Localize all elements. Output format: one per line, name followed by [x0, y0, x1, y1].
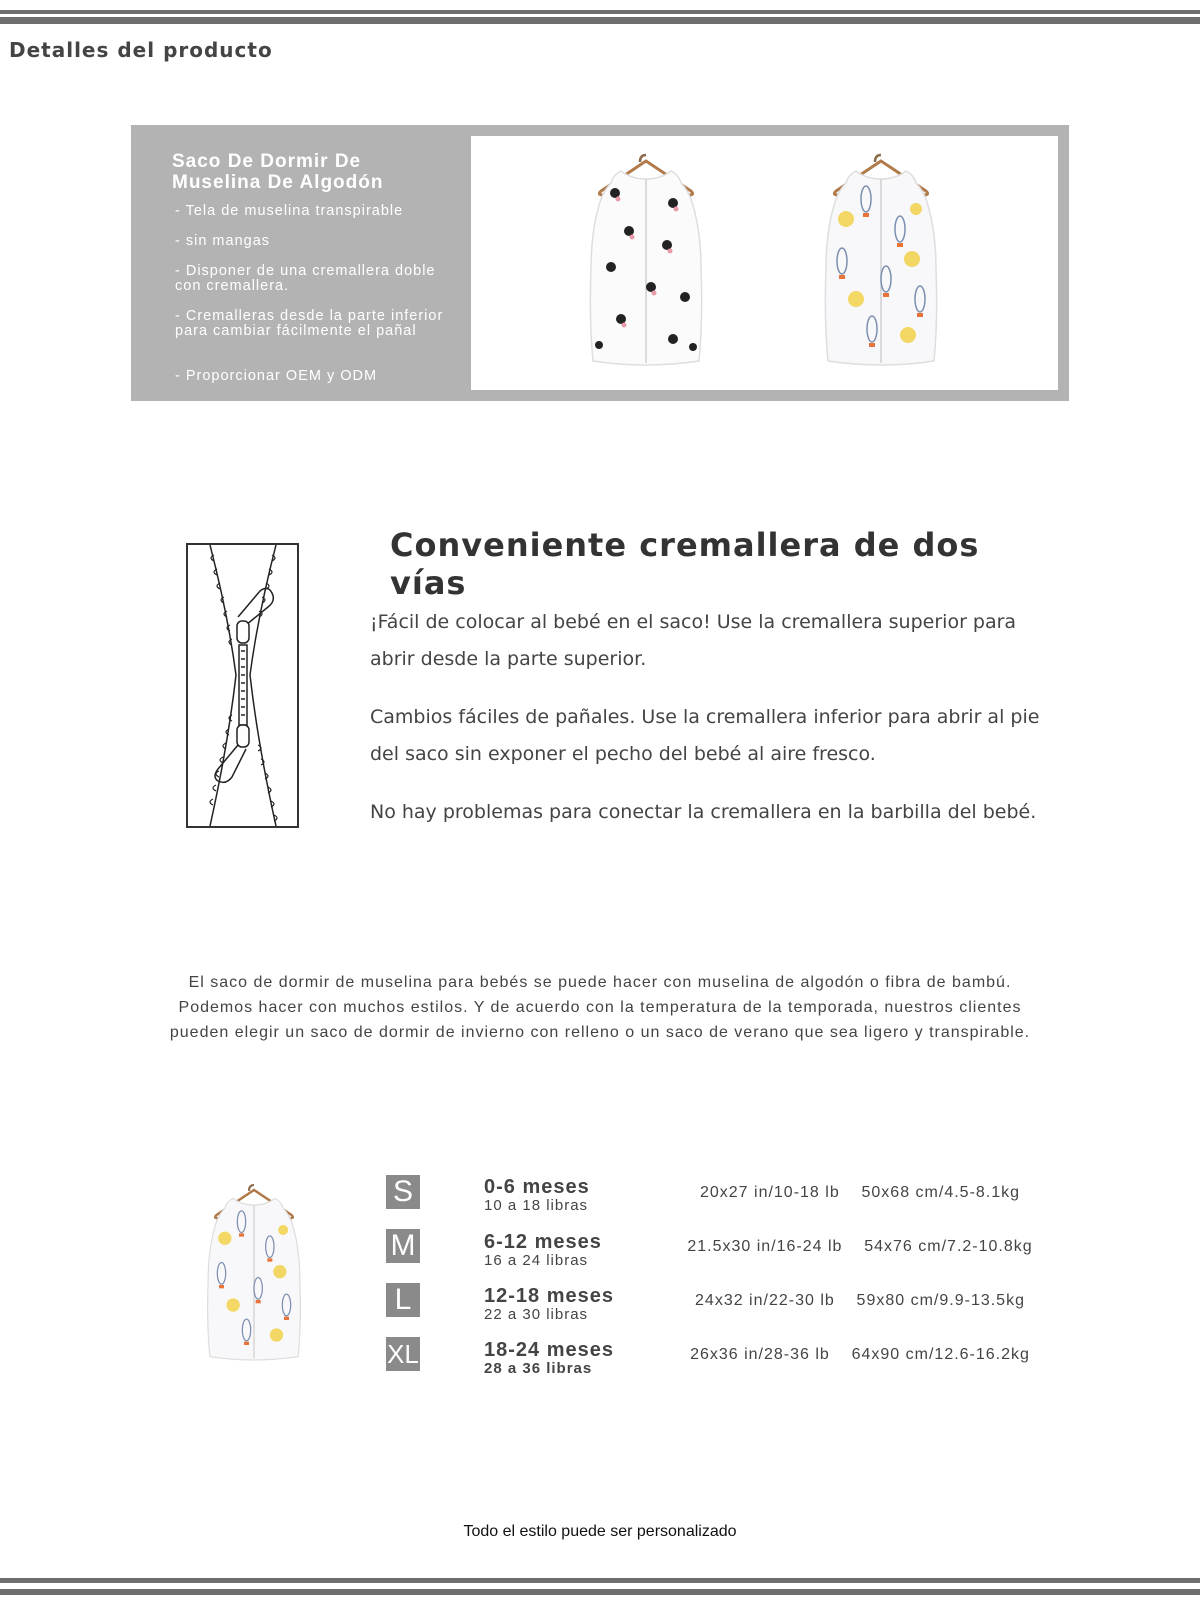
bottom-rule-thick: [0, 1589, 1200, 1595]
feature-item: - Disponer de una cremallera doble con cremallera.: [175, 263, 436, 294]
size-weight-l: 22 a 30 libras: [484, 1306, 589, 1323]
size-dims-l: 24x32 in/22-30 lb 59x80 cm/9.9-13.5kg: [695, 1292, 1025, 1309]
size-age-xl: 18-24 meses: [484, 1339, 614, 1361]
product-photo: [471, 136, 1058, 390]
top-rule-thin: [0, 10, 1200, 14]
section-title: Detalles del producto: [9, 38, 273, 62]
size-age-s: 0-6 meses: [484, 1176, 590, 1198]
size-weight-xl: 28 a 36 libras: [484, 1360, 593, 1377]
size-badge-xl: XL: [387, 1339, 419, 1369]
size-chart-product-image: [196, 1180, 312, 1365]
size-dims-s: 20x27 in/10-18 lb 50x68 cm/4.5-8.1kg: [699, 1184, 1021, 1201]
product-description: El saco de dormir de muselina para bebés se puede hacer con muselina de algodón o fibra de bambú. Podemos hacer con muchos estilos. Y de acuerdo con la temperatura de la temporada, nuestros clientes pueden elegir un saco de dormir de invierno con relleno o un saco de verano que sea ligero y transpirable.: [169, 974, 1031, 1041]
size-badge-m: M: [386, 1229, 420, 1263]
feature-item: - Proporcionar OEM y ODM: [175, 368, 378, 384]
product-banner: [131, 125, 1069, 401]
zipper-heading: Conveniente cremallera de dos vías: [390, 526, 980, 602]
sleep-sack-rocket-print-image: [816, 149, 946, 371]
zipper-paragraph: No hay problemas para conectar la cremallera en la barbilla del bebé.: [370, 801, 1037, 823]
banner-title: Saco De Dormir De Muselina De Algodón: [172, 151, 384, 193]
zipper-paragraph: ¡Fácil de colocar al bebé en el saco! Use la cremallera superior para abrir desde la parte superior.: [370, 611, 1017, 670]
sleep-sack-cow-print-image: [581, 149, 711, 371]
size-age-l: 12-18 meses: [484, 1285, 614, 1307]
size-age-m: 6-12 meses: [484, 1231, 602, 1253]
bottom-rule-thin: [0, 1578, 1200, 1583]
size-dims-m: 21.5x30 in/16-24 lb 54x76 cm/7.2-10.8kg: [687, 1238, 1033, 1255]
size-badge-s: S: [386, 1175, 420, 1209]
zipper-illustration: [186, 543, 299, 828]
size-badge-l: L: [386, 1283, 420, 1317]
feature-item: - Cremalleras desde la parte inferior para cambiar fácilmente el pañal: [175, 308, 444, 339]
size-weight-m: 16 a 24 libras: [484, 1252, 589, 1269]
size-weight-s: 10 a 18 libras: [484, 1197, 589, 1214]
zipper-paragraph: Cambios fáciles de pañales. Use la cremallera inferior para abrir al pie del saco sin exponer el pecho del bebé al aire fresco.: [370, 706, 1040, 765]
top-rule-thick: [0, 17, 1200, 24]
customization-note: Todo el estilo puede ser personalizado: [463, 1523, 737, 1540]
size-dims-xl: 26x36 in/28-36 lb 64x90 cm/12.6-16.2kg: [690, 1346, 1030, 1363]
feature-item: - sin mangas: [175, 233, 271, 249]
feature-item: - Tela de muselina transpirable: [175, 203, 404, 219]
